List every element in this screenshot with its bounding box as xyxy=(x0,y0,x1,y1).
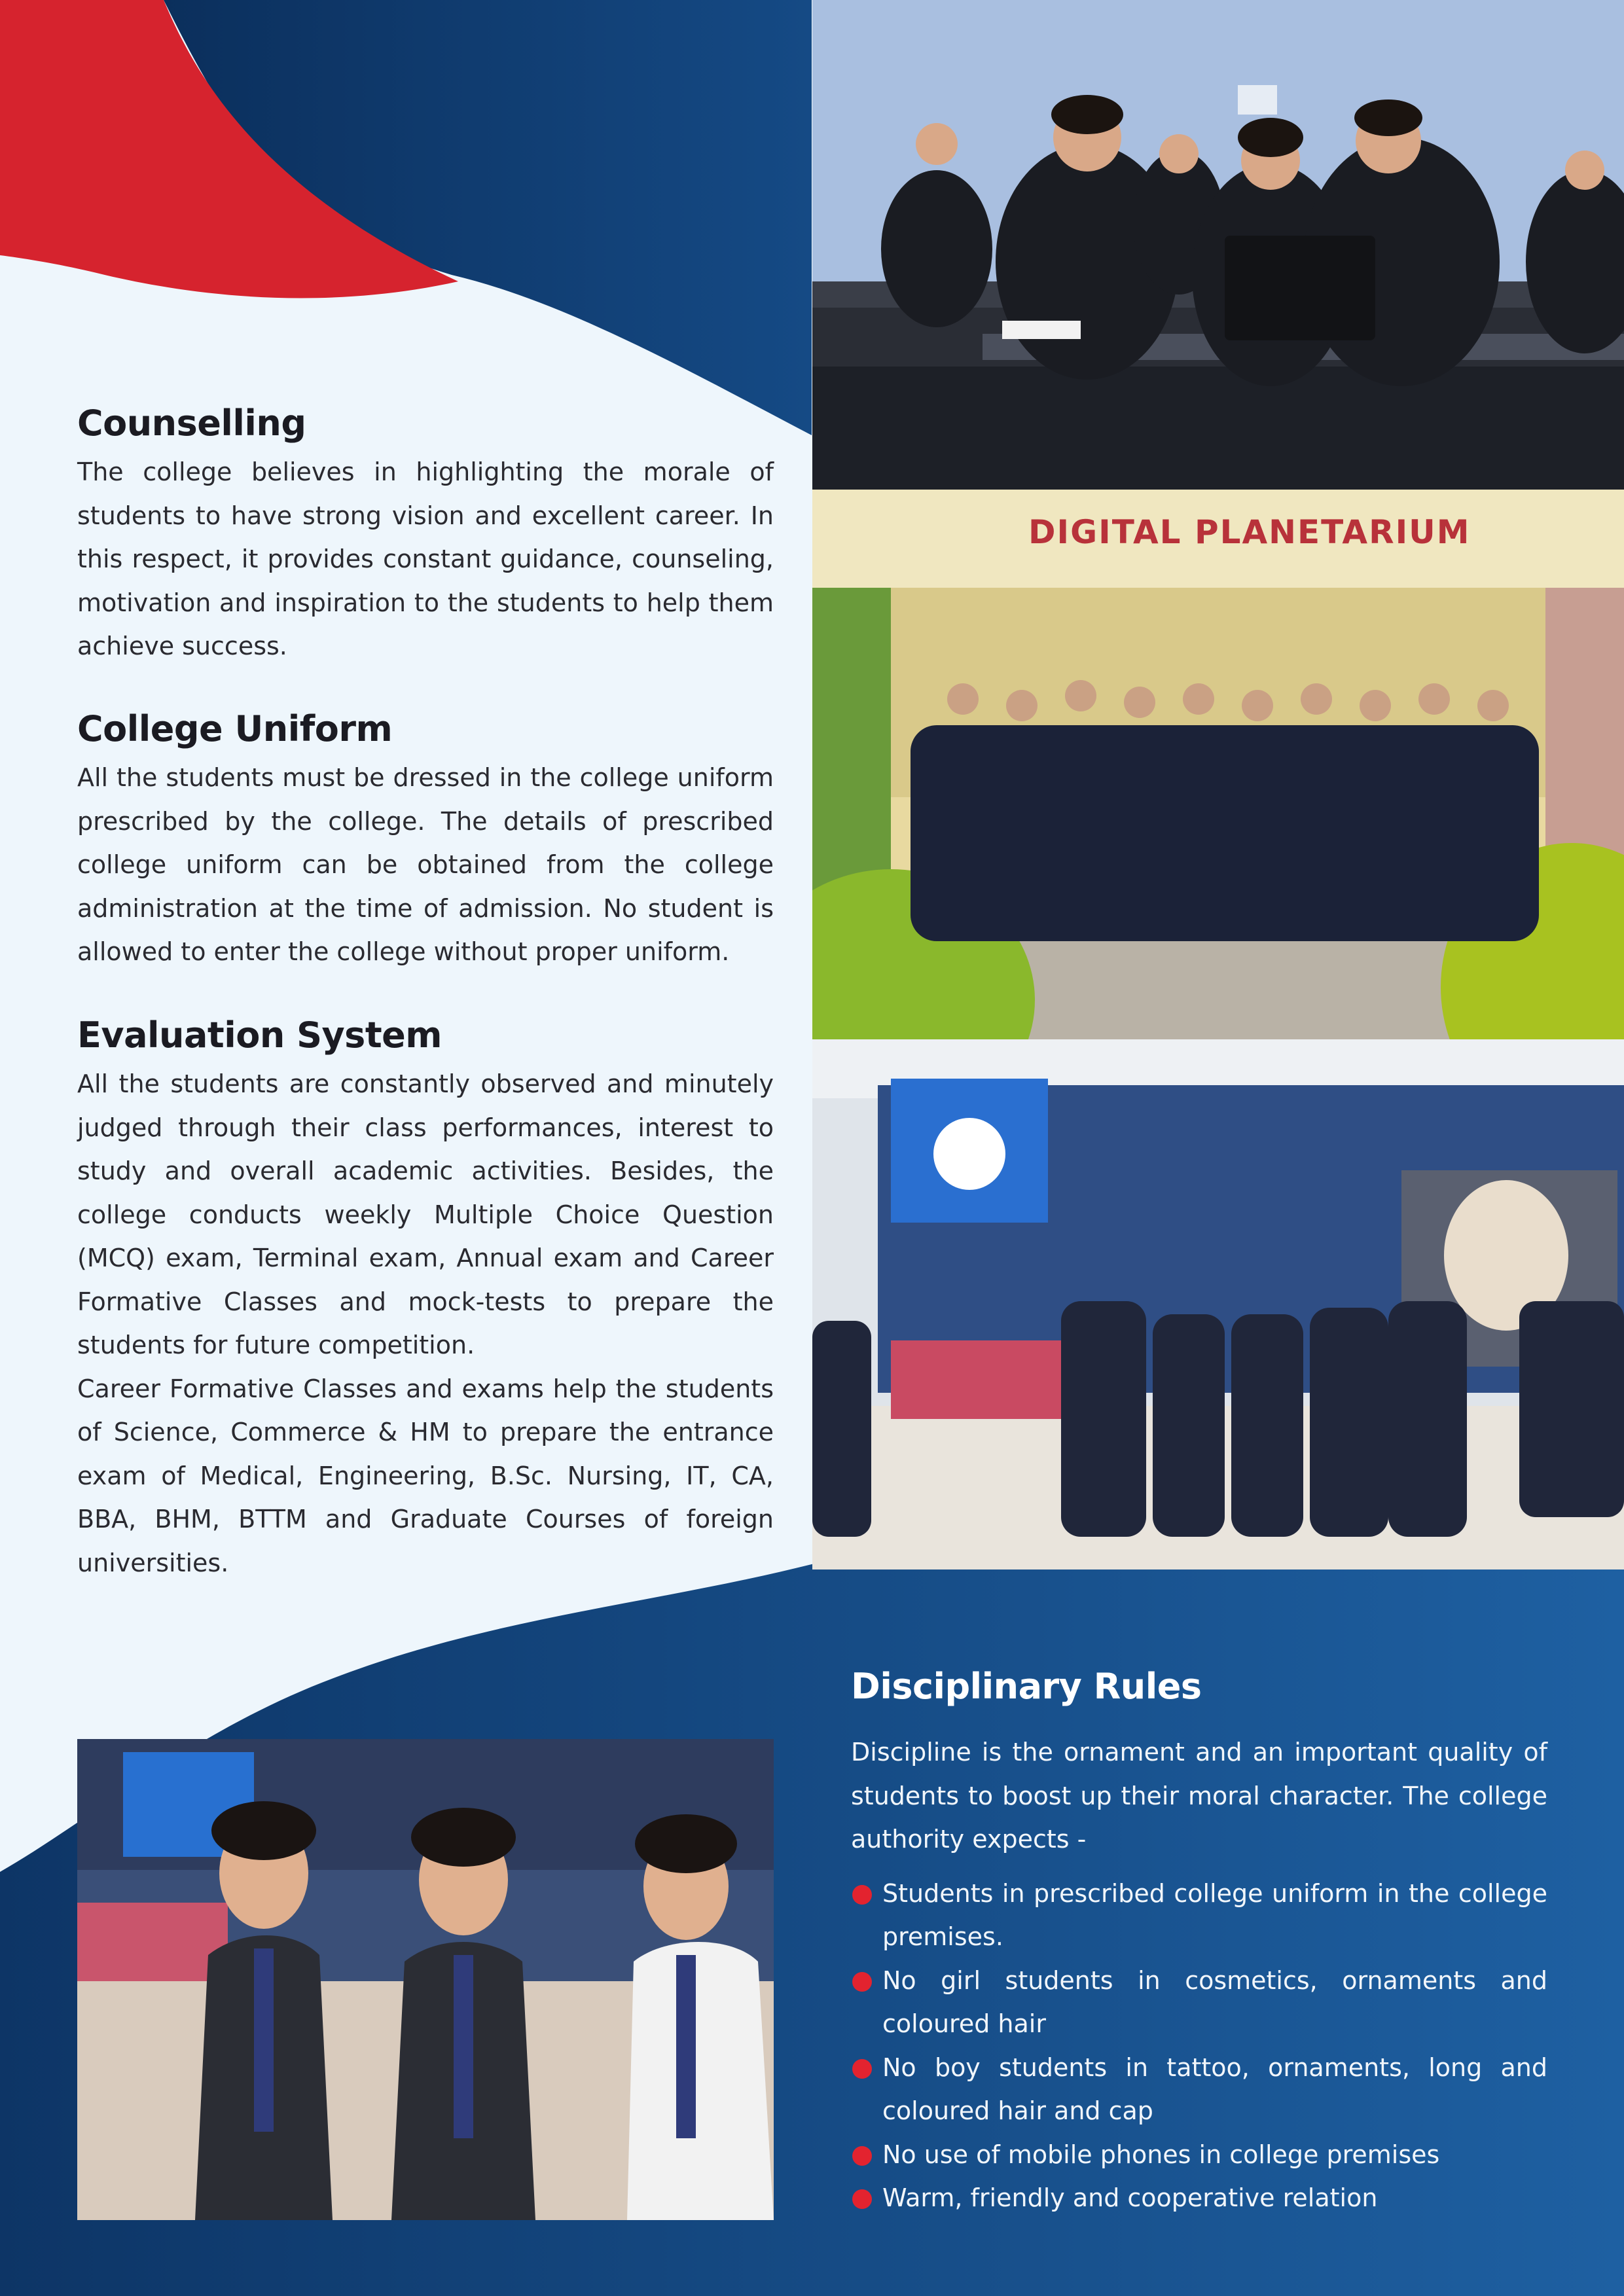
rule-text: No use of mobile phones in college premises xyxy=(882,2140,1440,2169)
classroom-students-photo xyxy=(812,0,1624,490)
evaluation-body-2: Career Formative Classes and exams help the students of Science, Commerce & HM to prepare the entrance exam of Medical, Engineering, B.Sc. Nursing, IT, CA, BBA, BHM, BTTM and Graduate Courses of foreign universities. xyxy=(77,1374,774,1577)
uniform-section xyxy=(77,708,774,974)
disciplinary-rules-list xyxy=(851,1872,1547,2220)
rule-item xyxy=(851,1959,1547,2046)
three-students-portrait-photo xyxy=(77,1739,774,2220)
campus-students-photo xyxy=(812,1039,1624,1570)
planetarium-group-photo xyxy=(812,490,1624,1039)
rule-text: Warm, friendly and cooperative relation xyxy=(882,2183,1378,2212)
rule-text: No boy students in tattoo, ornaments, long and coloured hair and cap xyxy=(882,2053,1547,2125)
evaluation-body-1: All the students are constantly observed and minutely judged through their class performances, interest to study and overall academic activities. Besides, the college conducts weekly Multiple Choice Question (MCQ) exam, Terminal exam, Annual exam and Career Formative Classes and mock-tests to prepare the students for future competition. xyxy=(77,1069,774,1359)
rule-item xyxy=(851,2046,1547,2133)
rule-item xyxy=(851,1872,1547,1959)
evaluation-title: Evaluation System xyxy=(77,1014,442,1056)
uniform-title: College Uniform xyxy=(77,708,393,749)
disciplinary-intro: Discipline is the ornament and an important quality of students to boost up their moral character. The college authority expects - xyxy=(851,1738,1547,1854)
disciplinary-section xyxy=(851,1666,1547,2220)
counselling-section xyxy=(77,403,774,668)
uniform-body: All the students must be dressed in the college uniform prescribed by the college. The details of prescribed college uniform can be obtained from the college administration at the time of admission. No student is allowed to enter the college without proper uniform. xyxy=(77,763,774,966)
disciplinary-title: Disciplinary Rules xyxy=(851,1666,1202,1707)
counselling-title: Counselling xyxy=(77,403,306,444)
rule-text: Students in prescribed college uniform in the college premises. xyxy=(882,1878,1547,1951)
bullet-dot-icon xyxy=(852,2146,872,2166)
bullet-dot-icon xyxy=(852,1885,872,1905)
rule-text: No girl students in cosmetics, ornaments and coloured hair xyxy=(882,1965,1547,2038)
counselling-body: The college believes in highlighting the morale of students to have strong vision and excellent career. In this respect, it provides constant guidance, counseling, motivation and inspiration to the students to help them achieve success. xyxy=(77,457,774,660)
bullet-dot-icon xyxy=(852,2059,872,2079)
bullet-dot-icon xyxy=(852,2189,872,2209)
rule-item xyxy=(851,2133,1547,2177)
planetarium-sign-text: DIGITAL PLANETARIUM xyxy=(1028,513,1471,551)
rule-item xyxy=(851,2176,1547,2220)
bullet-dot-icon xyxy=(852,1972,872,1992)
evaluation-section xyxy=(77,1014,774,1585)
